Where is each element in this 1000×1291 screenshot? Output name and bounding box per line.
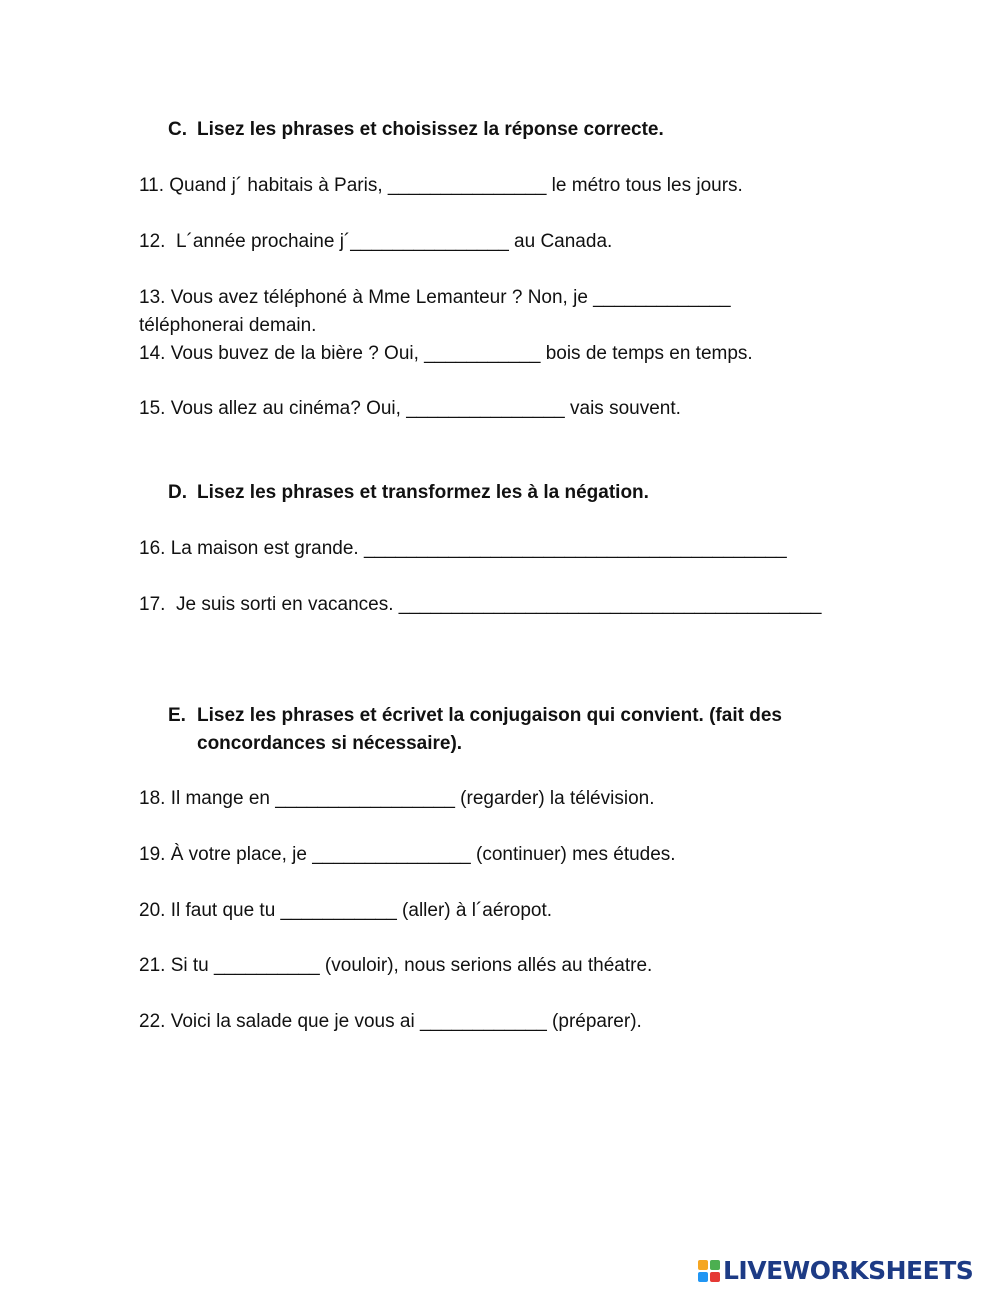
section-c-heading (168, 116, 664, 144)
section-e-heading (168, 702, 782, 730)
question-16: 16. La maison est grande. ________________________________________ (139, 538, 787, 559)
question-13-line-1: 13. Vous avez téléphoné à Mme Lemanteur ? Non, je _____________ (139, 287, 731, 308)
liveworksheets-logo[interactable] (698, 1256, 973, 1286)
section-d-letter: D. (168, 482, 187, 503)
section-d-title: Lisez les phrases et transformez les à la négation. (197, 482, 649, 503)
section-c-letter: C. (168, 119, 187, 140)
section-e-letter: E. (168, 705, 186, 726)
question-17: 17. Je suis sorti en vacances. ________________________________________ (139, 594, 822, 615)
question-21: 21. Si tu __________ (vouloir), nous serions allés au théatre. (139, 955, 653, 976)
liveworksheets-logo-text: LIVEWORKSHEETS (723, 1256, 974, 1285)
question-20: 20. Il faut que tu ___________ (aller) à l´aéropot. (139, 900, 553, 921)
question-18: 18. Il mange en _________________ (regarder) la télévision. (139, 788, 655, 809)
liveworksheets-logo-icon (698, 1260, 720, 1282)
section-e-title-line-2: concordances si nécessaire). (197, 733, 463, 754)
question-12: 12. L´année prochaine j´_______________ au Canada. (139, 231, 613, 252)
question-14: 14. Vous buvez de la bière ? Oui, ___________ bois de temps en temps. (139, 343, 753, 364)
section-d-heading (168, 479, 649, 507)
question-15: 15. Vous allez au cinéma? Oui, _______________ vais souvent. (139, 398, 681, 419)
section-c-title: Lisez les phrases et choisissez la réponse correcte. (197, 119, 664, 140)
question-19: 19. À votre place, je _______________ (continuer) mes études. (139, 844, 676, 865)
question-13-line-2: téléphonerai demain. (139, 315, 317, 336)
question-11: 11. Quand j´ habitais à Paris, _______________ le métro tous les jours. (139, 175, 743, 196)
section-e-title-line-1: Lisez les phrases et écrivet la conjugaison qui convient. (fait des (197, 705, 782, 726)
question-22: 22. Voici la salade que je vous ai ____________ (préparer). (139, 1011, 642, 1032)
